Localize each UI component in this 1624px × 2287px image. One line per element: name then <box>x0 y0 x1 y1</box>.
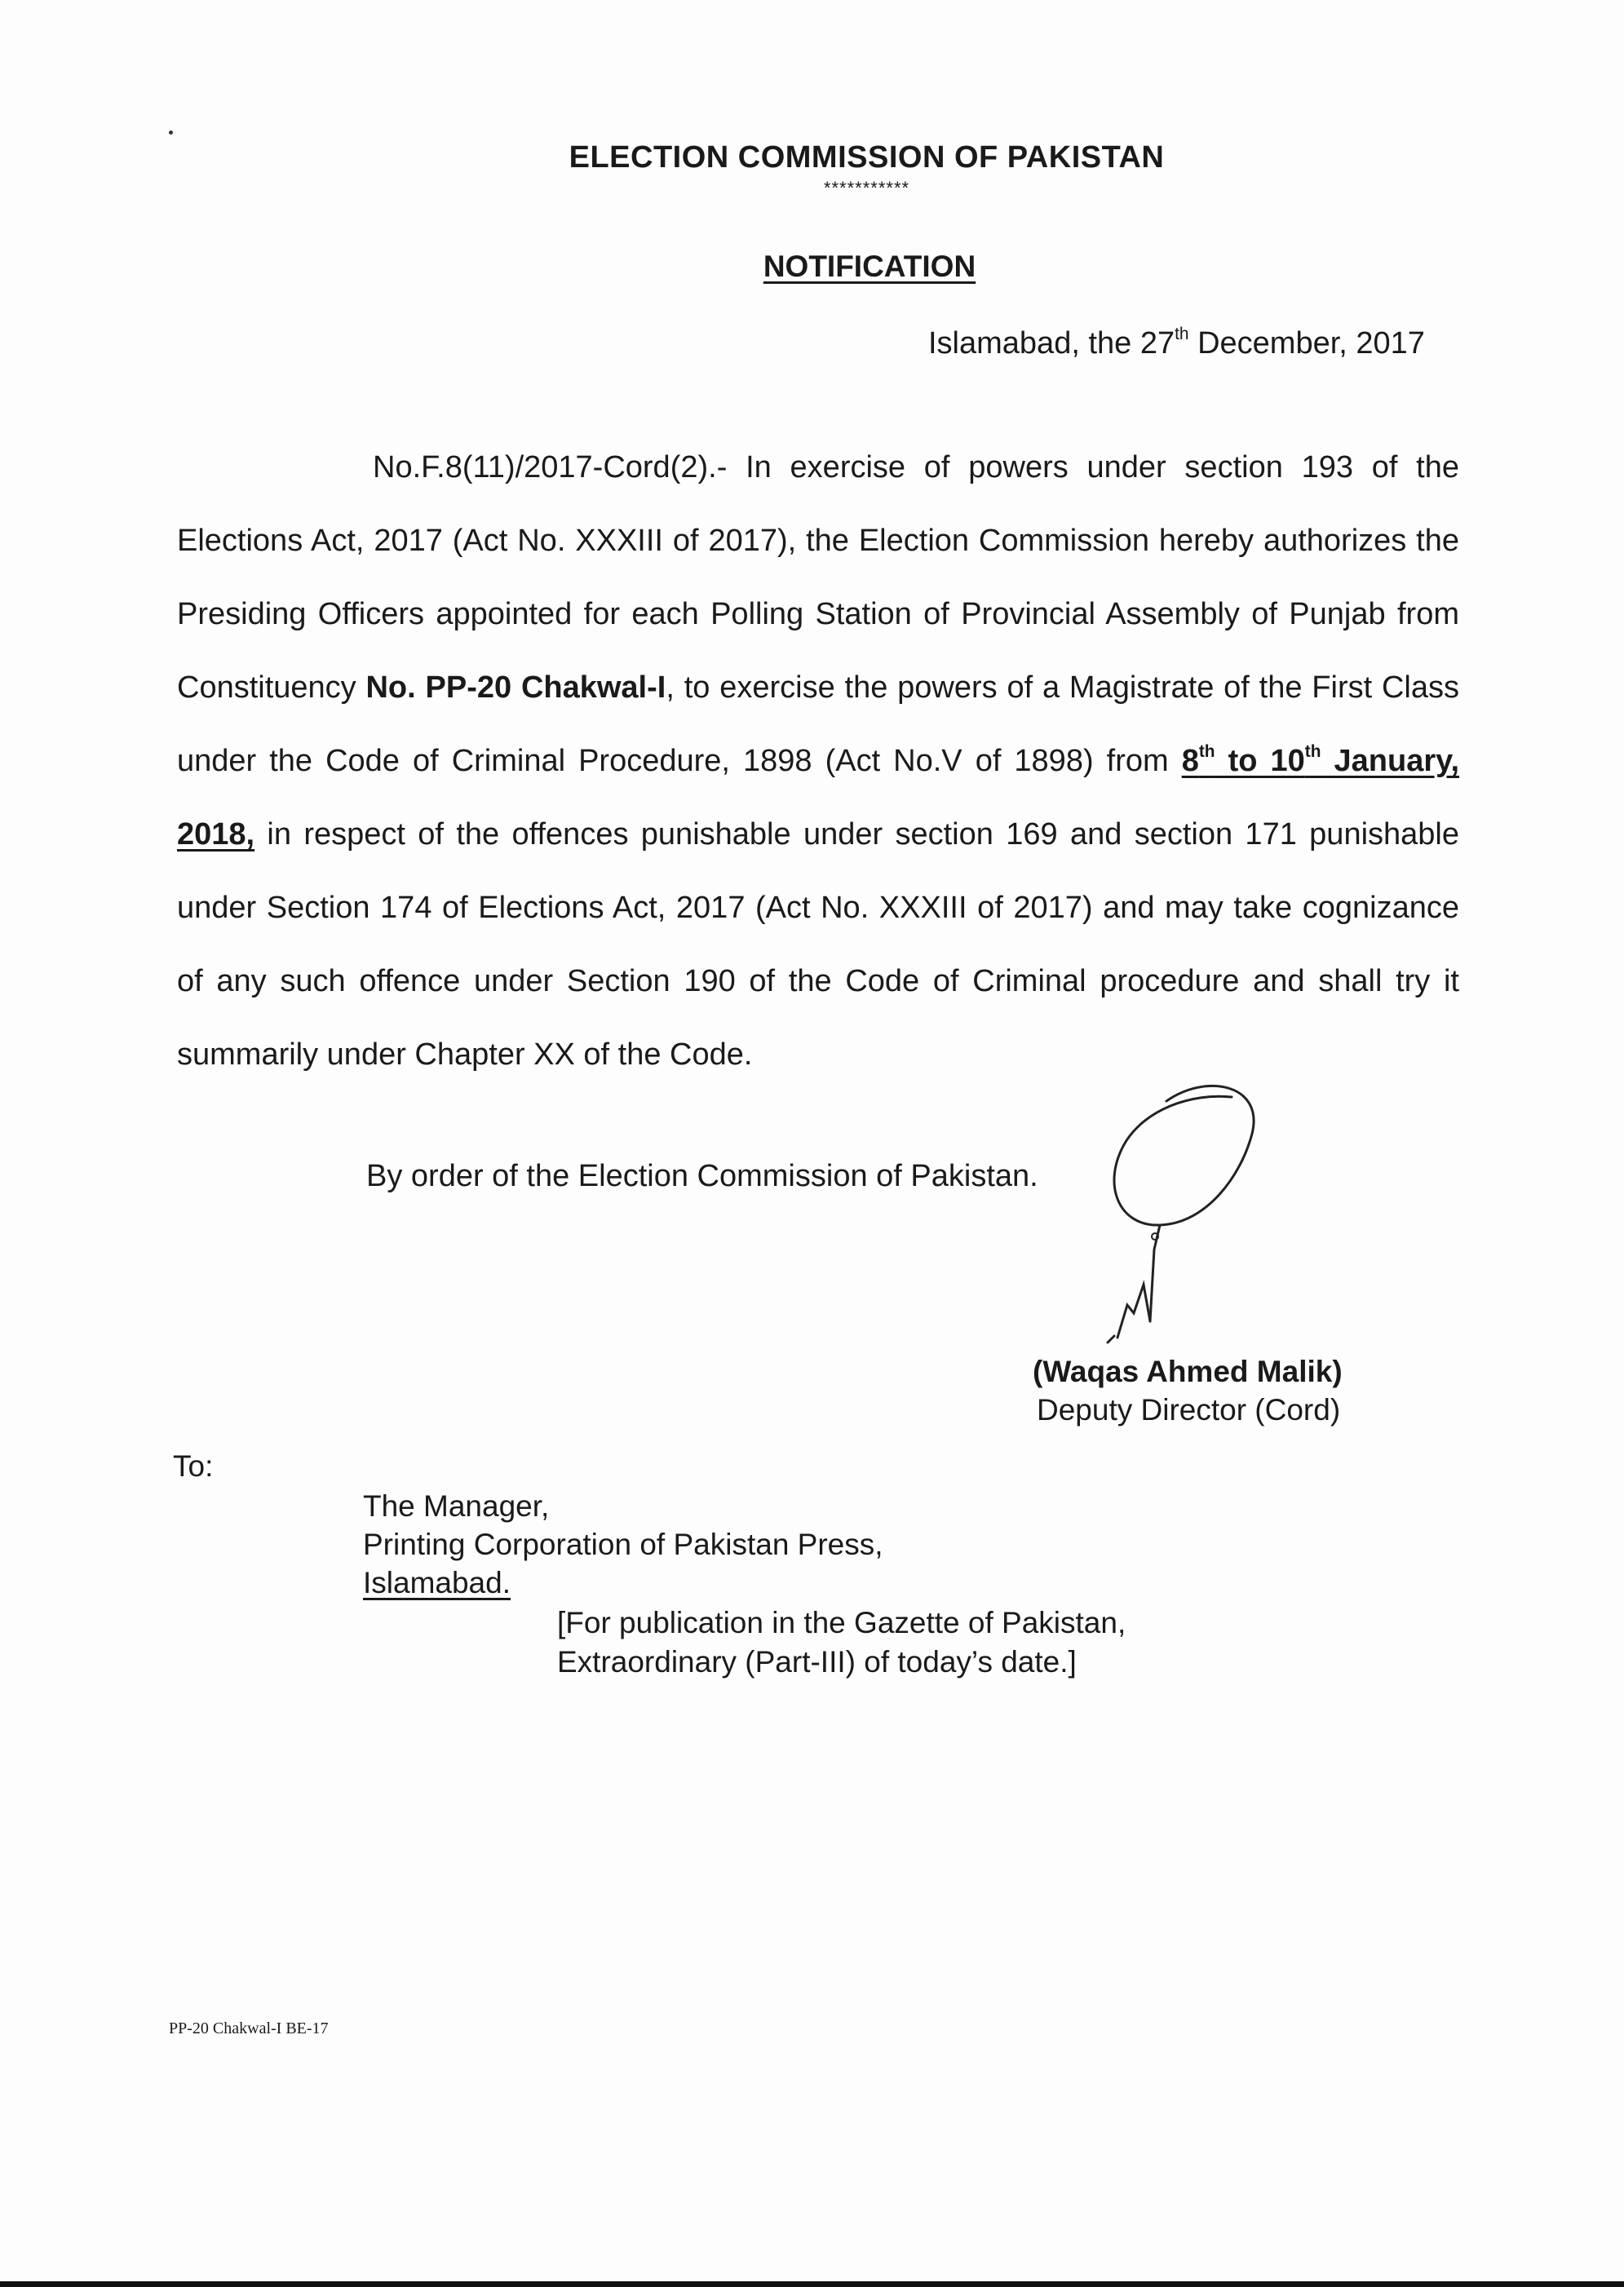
date-end: January, 2018, <box>177 744 1460 852</box>
body-part-3: in respect of the offences punishable under section 169 and section 171 punishable under Section 174 of Elections Act, 2017 (Act No. XXXIII of 2017) and may take cognizance of any such offence under Section 190 of the Code of Criminal procedure and shall try it summarily under Chapter XX of the Code. <box>177 817 1459 1072</box>
signatory-name: (Waqas Ahmed Malik) <box>1033 1355 1343 1388</box>
dateline <box>928 326 1425 361</box>
dateline-place: Islamabad, the 27 <box>928 326 1175 361</box>
signatory-title: Deputy Director (Cord) <box>1037 1393 1341 1427</box>
scan-speck <box>169 130 173 135</box>
recipient-address <box>363 1487 883 1602</box>
constituency: No. PP-20 Chakwal-I <box>365 670 666 705</box>
publication-note-line-1: [For publication in the Gazette of Pakistan, <box>557 1606 1126 1639</box>
dateline-day-suffix: th <box>1175 325 1189 344</box>
dateline-rest: December, 2017 <box>1188 326 1425 361</box>
publication-note-line-2: Extraordinary (Part-III) of today’s date.] <box>557 1645 1077 1679</box>
recipient-line-3: Islamabad. <box>363 1566 511 1599</box>
notification-title: NOTIFICATION <box>763 250 976 283</box>
order-line: By order of the Election Commission of Pakistan. <box>366 1159 1038 1193</box>
publication-note <box>557 1604 1126 1682</box>
footer-reference: PP-20 Chakwal-I BE-17 <box>169 2019 329 2037</box>
notification-body <box>177 431 1459 1091</box>
body-part-1: In exercise of powers under section 193 of the Elections Act, 2017 (Act No. XXXIII of 2017), the Election Commission hereby authorizes the Presiding Officers appointed for each Polling Station of Provincial Assembly of Punjab from Constituency <box>177 450 1459 705</box>
organization-heading: ELECTION COMMISSION OF PAKISTAN <box>569 140 1165 175</box>
body-part-2: , to exercise the powers of a Magistrate of the First Class under the Code of Criminal Procedure, 1898 (Act No.V of 1898) from <box>177 670 1459 778</box>
scan-bottom-edge <box>0 2281 1624 2287</box>
recipient-line-2: Printing Corporation of Pakistan Press, <box>363 1528 883 1561</box>
date-start: 8 <box>1181 744 1199 778</box>
handwritten-signature <box>1069 1077 1281 1354</box>
date-end-suffix: th <box>1304 742 1321 762</box>
notification-reference: No.F.8(11)/2017-Cord(2).- <box>373 450 728 484</box>
date-mid: to 10 <box>1215 744 1305 778</box>
heading-ornament: *********** <box>823 178 910 198</box>
date-start-suffix: th <box>1198 742 1215 762</box>
recipient-line-1: The Manager, <box>363 1489 550 1523</box>
to-label: To: <box>173 1449 214 1483</box>
